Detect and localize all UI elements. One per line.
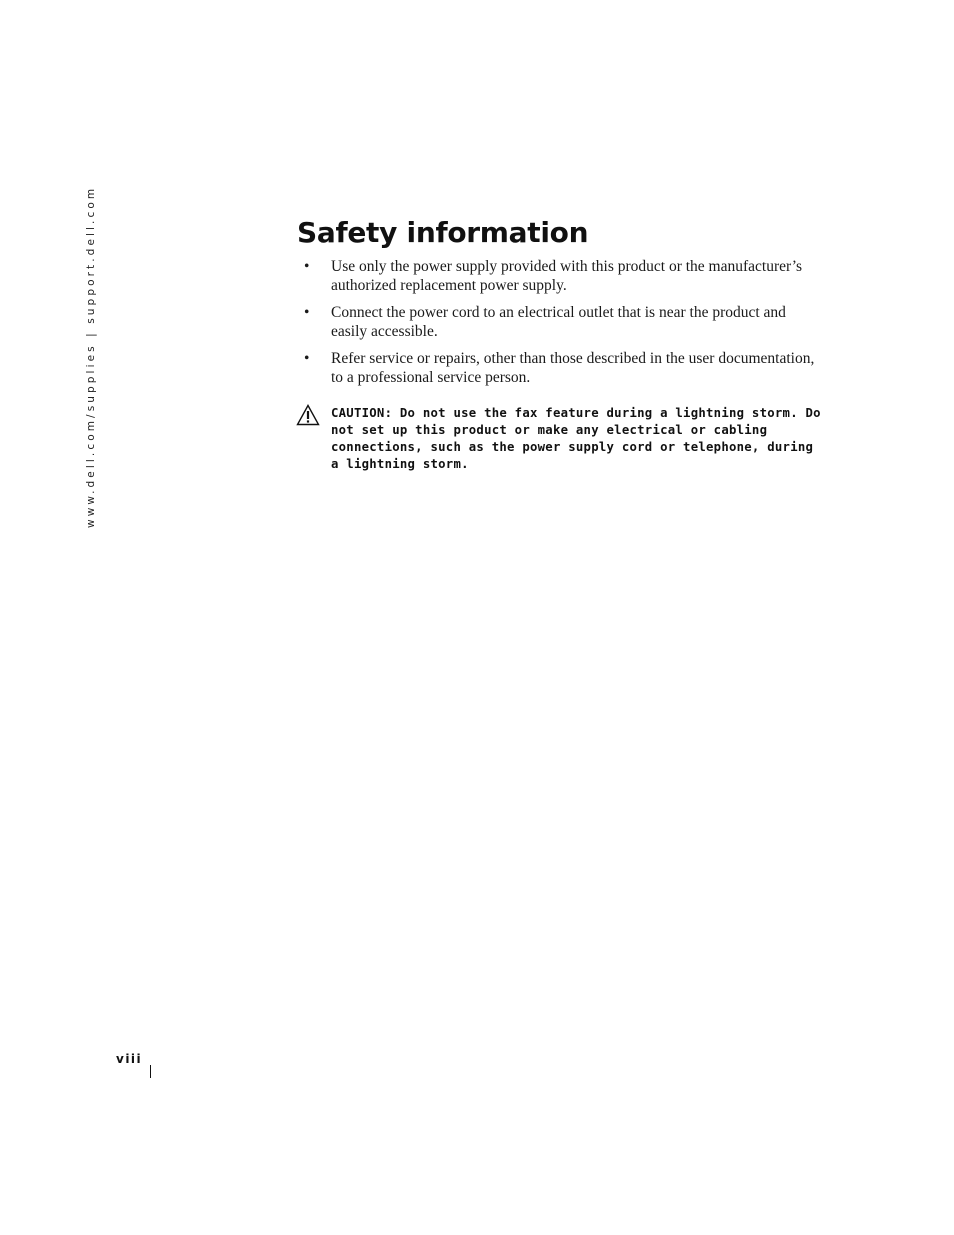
list-item <box>304 258 819 295</box>
side-url-text: www.dell.com/supplies | support.dell.com <box>85 185 97 528</box>
page-number: viii <box>116 1052 143 1066</box>
warning-triangle-icon <box>296 404 320 426</box>
bullet-icon: • <box>304 304 310 321</box>
list-item-text: Refer service or repairs, other than those described in the user documentation, to a professional service person. <box>331 350 815 386</box>
list-item <box>304 350 819 387</box>
list-item <box>304 304 819 341</box>
caution-text: CAUTION: Do not use the fax feature during a lightning storm. Do not set up this product or make any electrical or cabling connections, such as the power supply cord or telephone, during a lightning storm. <box>331 406 821 471</box>
bullet-icon: • <box>304 350 310 367</box>
page-number-divider <box>150 1065 151 1078</box>
list-item-text: Connect the power cord to an electrical outlet that is near the product and easily accessible. <box>331 304 786 340</box>
bullet-icon: • <box>304 258 310 275</box>
list-item-text: Use only the power supply provided with this product or the manufacturer’s authorized replacement power supply. <box>331 258 803 294</box>
page-title: Safety information <box>297 216 589 249</box>
safety-bullet-list <box>304 258 819 396</box>
